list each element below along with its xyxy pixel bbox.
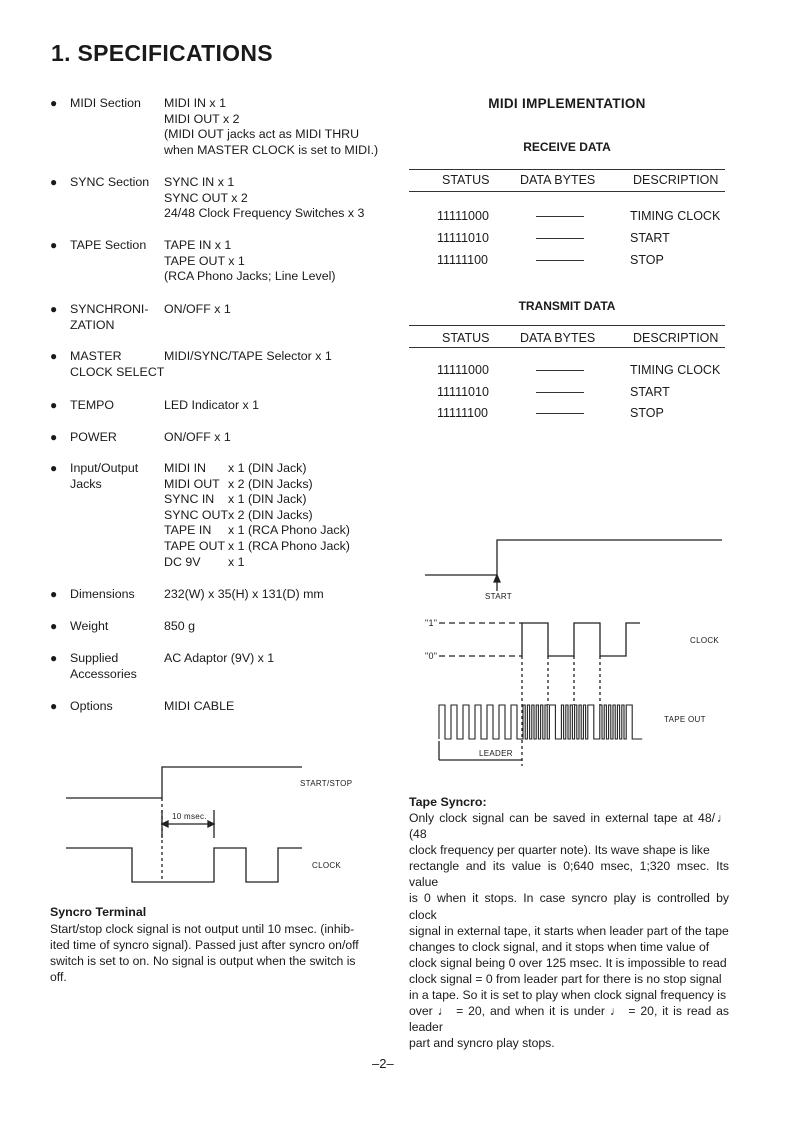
jack-name: SYNC IN: [164, 492, 215, 507]
transmit-header-status: STATUS: [442, 331, 490, 345]
spec-label: Accessories: [70, 666, 137, 681]
receive-data-title: RECEIVE DATA: [523, 140, 611, 154]
receive-header-description: DESCRIPTION: [633, 173, 719, 187]
midi-implementation-title: MIDI IMPLEMENTATION: [488, 96, 646, 111]
spec-label: TEMPO: [70, 398, 115, 412]
spec-label: MASTER: [70, 349, 122, 363]
jack-value: x 2 (DIN Jacks): [228, 507, 313, 522]
spec-label: Weight: [70, 619, 109, 633]
receive-status: 11111000: [437, 209, 489, 223]
jack-name: DC 9V: [164, 554, 201, 569]
tape-syncro-line: over ♩ = 20, and when it is under ♩ = 20, it is read as leader: [409, 1004, 729, 1035]
spec-value: SYNC IN x 1: [164, 175, 235, 189]
tape-syncro-line: is 0 when it stops. In case syncro play is controlled by clock: [409, 891, 729, 922]
spec-label: MIDI Section: [70, 96, 141, 110]
page-title: 1. SPECIFICATIONS: [51, 40, 273, 66]
bullet-icon: ●: [50, 651, 58, 665]
sync-clock-label: CLOCK: [312, 861, 342, 870]
bullet-icon: ●: [50, 587, 58, 601]
jack-name: TAPE IN: [164, 523, 212, 538]
bullet-icon: ●: [50, 398, 58, 412]
bullet-icon: ●: [50, 461, 58, 475]
bullet-icon: ●: [50, 175, 58, 189]
spec-value: ON/OFF x 1: [164, 430, 231, 444]
spec-label: ZATION: [70, 317, 115, 332]
spec-value: ON/OFF x 1: [164, 302, 231, 316]
leader-label: LEADER: [479, 749, 513, 758]
spec-label: Dimensions: [70, 587, 135, 601]
spec-label: Options: [70, 699, 113, 713]
tape-out-label: TAPE OUT: [664, 715, 706, 724]
start-stop-waveform: [66, 767, 302, 798]
jack-value: x 1 (DIN Jack): [228, 461, 307, 475]
msec-arrow-head-left: [162, 821, 168, 827]
spec-label: SYNCHRONI-: [70, 302, 149, 316]
tape-syncro-line: clock signal = 0 from leader part for there is no stop signal: [409, 971, 722, 986]
tape-syncro-line: clock frequency per quarter note). Its wave shape is like: [409, 843, 710, 858]
syncro-terminal-line: switch is set to on. No signal is output when the switch is: [50, 954, 356, 969]
spec-value: 24/48 Clock Frequency Switches x 3: [164, 206, 365, 221]
tape-syncro-line: signal in external tape, it starts when leader part of the tape: [409, 923, 729, 938]
spec-label: Input/Output: [70, 461, 139, 475]
syncro-terminal-body: [50, 921, 370, 985]
bullet-icon: ●: [50, 619, 58, 633]
msec-label: 10 msec.: [172, 812, 207, 821]
one-level-label: "1": [425, 618, 438, 628]
syncro-terminal-line: ited time of syncro signal). Passed just after syncro on/off: [50, 938, 359, 953]
zero-level-label: "0": [425, 651, 438, 661]
bullet-icon: ●: [50, 699, 58, 713]
receive-header-data-bytes: DATA BYTES: [520, 173, 596, 187]
transmit-status: 11111010: [437, 385, 489, 399]
spec-value: MIDI CABLE: [164, 699, 235, 713]
jack-name: MIDI IN: [164, 461, 206, 475]
syncro-terminal-line: off.: [50, 970, 67, 985]
jack-name: MIDI OUT: [164, 476, 220, 491]
transmit-status: 11111000: [437, 363, 489, 377]
transmit-status: 11111100: [437, 406, 488, 420]
spec-label: Jacks: [70, 476, 102, 491]
sync-clock-waveform: [66, 848, 302, 882]
spec-value: MIDI OUT x 2: [164, 111, 240, 126]
tape-syncro-line: part and syncro play stops.: [409, 1036, 555, 1051]
jack-value: x 1 (RCA Phono Jack): [228, 538, 350, 553]
spec-value: AC Adaptor (9V) x 1: [164, 651, 275, 665]
bullet-icon: ●: [50, 238, 58, 252]
receive-header-status: STATUS: [442, 173, 490, 187]
clock-label: CLOCK: [690, 636, 720, 645]
start-stop-label: START/STOP: [300, 779, 353, 788]
transmit-header-data-bytes: DATA BYTES: [520, 331, 596, 345]
msec-arrow-head-right: [208, 821, 214, 827]
jack-name: TAPE OUT: [164, 538, 226, 553]
bullet-icon: ●: [50, 96, 58, 110]
jack-value: x 1: [228, 554, 245, 569]
bullet-icon: ●: [50, 349, 58, 363]
tape-syncro-title: Tape Syncro:: [409, 795, 487, 809]
spec-value: when MASTER CLOCK is set to MIDI.): [164, 142, 379, 157]
receive-status: 11111010: [437, 231, 489, 245]
transmit-data-title: TRANSMIT DATA: [518, 299, 616, 313]
transmit-desc: START: [630, 385, 670, 399]
tape-syncro-line: changes to clock signal, and it stops when time value of: [409, 939, 710, 954]
tape-syncro-line: clock signal being 0 over 125 msec. It is impossible to read: [409, 955, 727, 970]
jack-value: x 1 (RCA Phono Jack): [228, 523, 350, 538]
spec-label: Supplied: [70, 651, 119, 665]
receive-desc: START: [630, 231, 670, 245]
spec-label: CLOCK SELECT: [70, 364, 165, 379]
spec-value: (MIDI OUT jacks act as MIDI THRU: [164, 127, 360, 142]
receive-desc: STOP: [630, 253, 664, 267]
transmit-header-description: DESCRIPTION: [633, 331, 719, 345]
spec-value: 232(W) x 35(H) x 131(D) mm: [164, 587, 324, 601]
spec-value: (RCA Phono Jacks; Line Level): [164, 269, 336, 284]
receive-desc: TIMING CLOCK: [630, 209, 721, 223]
jack-value: x 2 (DIN Jacks): [228, 476, 313, 491]
spec-value: TAPE IN x 1: [164, 238, 232, 252]
spec-label: TAPE Section: [70, 238, 147, 252]
start-label: START: [485, 592, 512, 601]
spec-label: SYNC Section: [70, 175, 150, 189]
tape-syncro-line: rectangle and its value is 0;640 msec, 1;320 msec. Its value: [409, 859, 729, 890]
jack-name: SYNC OUT: [164, 507, 229, 522]
receive-status: 11111100: [437, 253, 488, 267]
spec-value: 850 g: [164, 619, 196, 633]
tape-syncro-body: [409, 810, 729, 1051]
bullet-icon: ●: [50, 430, 58, 444]
spec-value: TAPE OUT x 1: [164, 253, 245, 268]
spec-value: LED Indicator x 1: [164, 398, 260, 412]
jack-value: x 1 (DIN Jack): [228, 492, 307, 507]
spec-value: MIDI IN x 1: [164, 96, 226, 110]
transmit-desc: TIMING CLOCK: [630, 363, 721, 377]
spec-label: POWER: [70, 430, 117, 444]
spec-value: MIDI/SYNC/TAPE Selector x 1: [164, 349, 332, 363]
page-number: –2–: [372, 1056, 394, 1071]
tape-syncro-line: Only clock signal can be saved in external tape at 48/♩ (48: [409, 811, 729, 842]
syncro-terminal-line: Start/stop clock signal is not output until 10 msec. (inhib-: [50, 922, 355, 936]
transmit-desc: STOP: [630, 406, 664, 420]
spec-value: SYNC OUT x 2: [164, 190, 248, 205]
syncro-terminal-title: Syncro Terminal: [50, 905, 147, 919]
bullet-icon: ●: [50, 302, 58, 316]
tape-syncro-line: in a tape. So it is set to play when clock signal frequency is: [409, 988, 727, 1003]
